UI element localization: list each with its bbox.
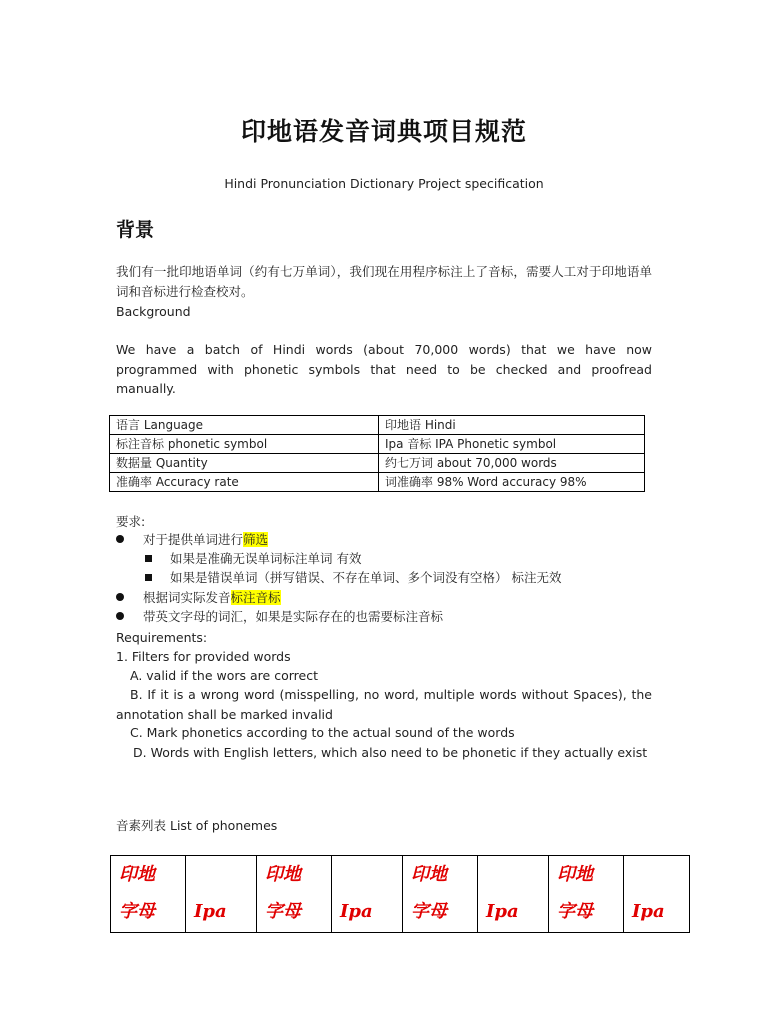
table-cell-value: 词准确率 98% Word accuracy 98% <box>379 473 645 492</box>
table-row <box>110 416 645 435</box>
table-cell-value: 印地语 Hindi <box>379 416 645 435</box>
hindi-letter-header <box>257 856 332 933</box>
requirement-cn-item-2 <box>143 588 281 607</box>
bullet-square-icon <box>145 555 152 562</box>
requirement-text: 对于提供单词进行 <box>143 532 244 547</box>
section-heading-background: 背景 <box>116 219 155 241</box>
hindi-letter-header <box>111 856 186 933</box>
header-text: 印地 <box>119 864 155 885</box>
header-text: 字母 <box>265 901 301 922</box>
table-cell-label: 数据量 Quantity <box>110 454 379 473</box>
requirement-text: 根据词实际发音 <box>143 590 231 605</box>
requirement-en-item-a: A. valid if the wors are correct <box>130 668 318 683</box>
header-text: Ipa <box>632 901 665 922</box>
header-text: 字母 <box>557 901 593 922</box>
table-row <box>110 435 645 454</box>
table-cell-label: 准确率 Accuracy rate <box>110 473 379 492</box>
requirements-en-heading: Requirements: <box>116 630 208 645</box>
bullet-square-icon <box>145 574 152 581</box>
ipa-header <box>624 856 690 933</box>
table-cell-value: 约七万词 about 70,000 words <box>379 454 645 473</box>
requirement-cn-sub-1: 如果是准确无误单词标注单词 有效 <box>170 551 362 566</box>
table-cell-value: Ipa 音标 IPA Phonetic symbol <box>379 435 645 454</box>
requirement-cn-sub-2: 如果是错误单词（拼写错误、不存在单词、多个词没有空格） 标注无效 <box>170 570 562 585</box>
table-cell-label: 语言 Language <box>110 416 379 435</box>
ipa-header <box>478 856 549 933</box>
requirement-en-item-b: B. If it is a wrong word (misspelling, no word, multiple words without Spaces), the annotation shall be marked invalid <box>116 687 652 722</box>
requirement-cn-item-1 <box>143 530 268 549</box>
document-subtitle: Hindi Pronunciation Dictionary Project specification <box>224 176 544 191</box>
highlighted-text: 筛选 <box>243 532 269 547</box>
phoneme-table <box>110 855 690 933</box>
background-paragraph-en: We have a batch of Hindi words (about 70,000 words) that we have now programmed with phonetic symbols that need to be checked and proofread manually. <box>116 342 652 396</box>
table-cell-label: 标注音标 phonetic symbol <box>110 435 379 454</box>
project-info-table <box>109 415 645 492</box>
background-paragraph-cn: 我们有一批印地语单词（约有七万单词），我们现在用程序标注上了音标，需要人工对于印地语单词和音标进行检查校对。 <box>116 264 652 299</box>
hindi-letter-header <box>403 856 478 933</box>
bullet-dot-icon <box>116 535 124 543</box>
header-text: 字母 <box>411 901 447 922</box>
requirement-en-item-c: C. Mark phonetics according to the actual sound of the words <box>130 725 515 740</box>
header-text: 字母 <box>119 901 155 922</box>
highlighted-text: 标注音标 <box>230 590 281 605</box>
requirement-en-item-1: 1. Filters for provided words <box>116 649 291 664</box>
background-label: Background <box>116 304 191 319</box>
table-row <box>110 473 645 492</box>
requirement-cn-item-3: 带英文字母的词汇，如果是实际存在的也需要标注音标 <box>143 609 444 624</box>
ipa-header <box>186 856 257 933</box>
header-text: 印地 <box>265 864 301 885</box>
header-text: Ipa <box>486 901 519 922</box>
bullet-dot-icon <box>116 593 124 601</box>
ipa-header <box>332 856 403 933</box>
header-text: 印地 <box>557 864 593 885</box>
header-text: 印地 <box>411 864 447 885</box>
table-row <box>110 454 645 473</box>
header-text: Ipa <box>340 901 373 922</box>
requirement-en-item-d: D. Words with English letters, which also need to be phonetic if they actually exist <box>133 745 648 760</box>
phoneme-header-row <box>111 856 690 933</box>
document-title: 印地语发音词典项目规范 <box>240 117 527 146</box>
requirements-cn-heading: 要求: <box>116 514 146 529</box>
bullet-dot-icon <box>116 612 124 620</box>
phonemes-label: 音素列表 List of phonemes <box>116 818 278 833</box>
header-text: Ipa <box>194 901 227 922</box>
hindi-letter-header <box>549 856 624 933</box>
